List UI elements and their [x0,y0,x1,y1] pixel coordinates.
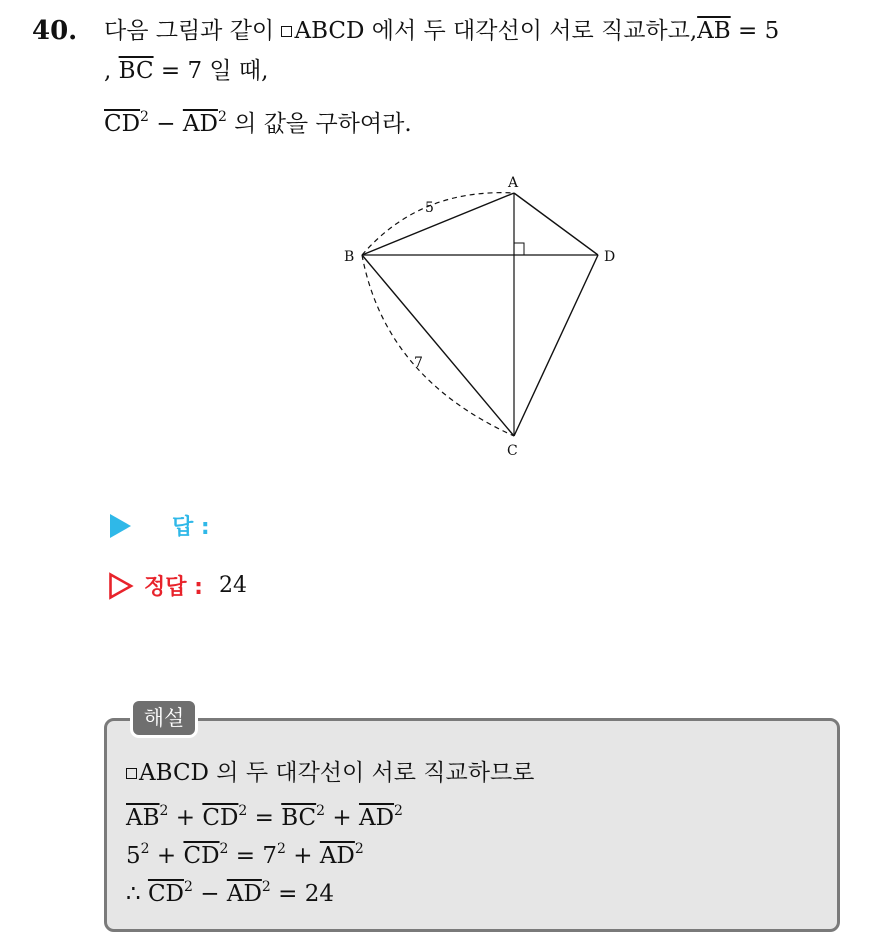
solution-line-4: ∴ $\overline{CD}^2 - \overline{AD}^2 = 24$ [126,879,334,907]
vertex-label-c: C [507,443,518,459]
segment-cd: $\overline{CD}$ [104,111,141,137]
answer-correct-row [108,570,247,601]
solution-line-2: $\overline{AB}^2 + \overline{CD}^2 = \overline{BC}^2 + \overline{AD}^2$ [126,803,403,831]
solution-line-1: ABCD 의 두 대각선이 서로 직교하므로 [126,758,534,788]
length-label-bc: 7 [414,355,423,371]
correct-answer-value: 24 [218,573,247,598]
vertex-label-d: D [604,249,616,265]
question-number: 40. [32,16,78,46]
question-line-3: $\overline{CD}^2 - \overline{AD}^2$ 의 값을 구하여라. [104,109,412,137]
solution-line-3: $5^2 + \overline{CD}^2 = 7^2 + \overline{AD}^2$ [126,841,364,869]
kite-diagram [330,168,630,468]
vertex-label-b: B [344,249,355,265]
length-label-ab: 5 [425,200,434,216]
answer-label: 답 : [172,515,210,540]
side-ad [514,193,598,255]
play-outline-icon [108,572,134,600]
segment-bc: $\overline{BC}$ [118,58,154,84]
play-filled-icon [108,513,132,539]
quadrilateral-symbol-icon [126,768,137,779]
side-bc [362,255,514,436]
correct-answer-label: 정답 : [144,575,203,600]
segment-ad: $\overline{AD}$ [182,111,218,137]
solution-tag: 해설 [130,698,198,738]
right-angle-mark [514,243,524,255]
question-line-1: 다음 그림과 같이 ABCD 에서 두 대각선이 서로 직교하고$,\overline{AB} = 5$ [104,18,780,44]
answer-blank-row [108,510,210,541]
kite-figure [330,168,630,472]
segment-ab: $\overline{AB}$ [697,18,731,44]
question-line-2: , $\overline{BC} = 7$ 일 때, [104,58,269,84]
quadrilateral-symbol-icon [281,26,292,37]
side-dc [514,255,598,436]
vertex-label-a: A [508,175,519,191]
